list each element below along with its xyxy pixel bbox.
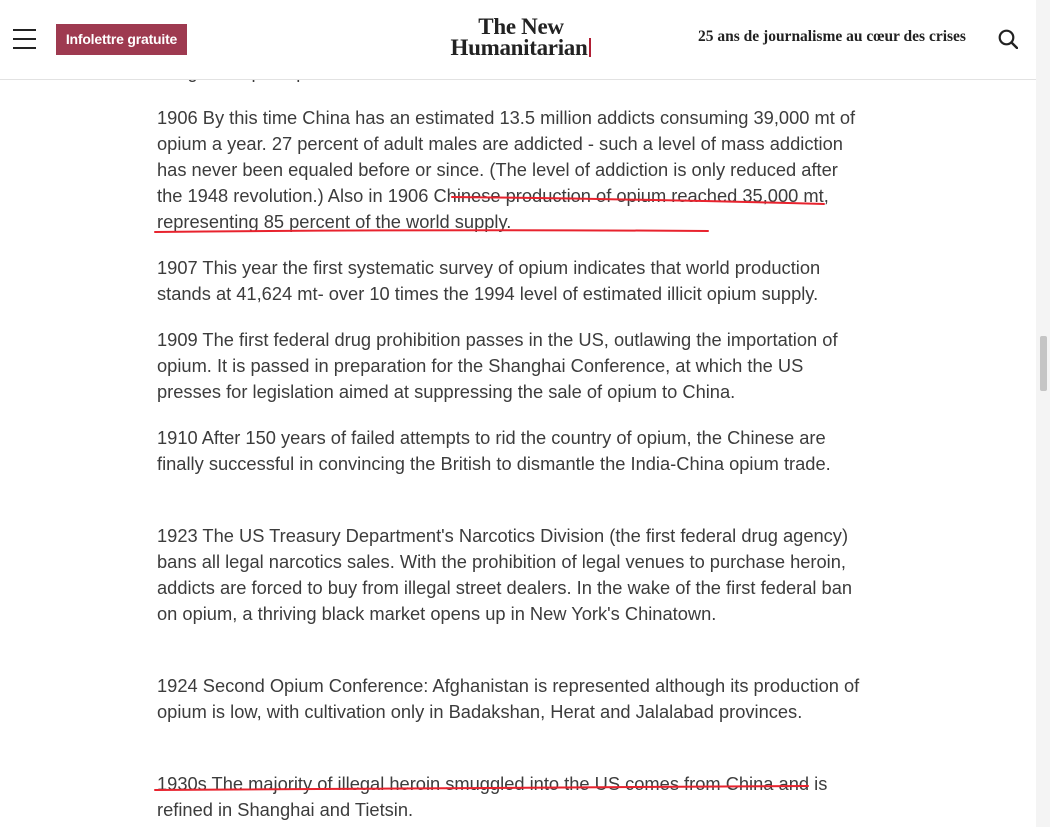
site-header bbox=[0, 0, 1036, 80]
logo-line-1: The New bbox=[478, 14, 564, 39]
site-logo[interactable] bbox=[436, 16, 606, 58]
paragraph-1909: 1909 The first federal drug prohibition passes in the US, outlawing the importation of opium. It is passed in preparation for the Shanghai Conference, at which the US presses for legislation aimed at suppressing the sale of opium to China. bbox=[157, 329, 838, 402]
paragraph-1907: 1907 This year the first systematic survey of opium indicates that world production stands at 41,624 mt- over 10 times the 1994 level of estimated illicit opium supply. bbox=[157, 257, 821, 304]
paragraph-1924: 1924 Second Opium Conference: Afghanistan is represented although its production of opium is low, with cultivation only in Badakshan, Herat and Jalalabad provinces. bbox=[157, 675, 860, 722]
paragraph-1930s bbox=[157, 771, 867, 823]
paragraph-1906 bbox=[157, 105, 867, 235]
scrollbar[interactable] bbox=[1036, 0, 1050, 827]
paragraph-text: and is refined in Shanghai and Tietsin. bbox=[157, 773, 828, 820]
paragraph-1923: 1923 The US Treasury Department's Narcotics Division (the first federal drug agency) bans all legal narcotics sales. With the prohibition of legal venues to purchase heroin, addicts are forced to buy from illegal street dealers. In the wake of the first federal ban on opium, a thriving black market opens up in New York's Chinatown. bbox=[157, 525, 853, 624]
underlined-text: 1930s The majority of illegal heroin smuggled into the US comes from China bbox=[157, 773, 774, 794]
site-tagline: 25 ans de journalisme au cœur des crises bbox=[698, 28, 966, 45]
hamburger-menu-icon[interactable] bbox=[13, 29, 36, 49]
paragraph-1910: 1910 After 150 years of failed attempts to rid the country of opium, the Chinese are finally successful in convincing the British to dismantle the India-China opium trade. bbox=[157, 427, 831, 474]
newsletter-button[interactable]: Infolettre gratuite bbox=[56, 24, 187, 55]
logo-line-2: Humanitarian bbox=[436, 37, 606, 58]
search-icon[interactable] bbox=[998, 29, 1018, 49]
paragraph-text: 1906 By this time China has an estimated 13.5 million addicts consuming 39,000 mt of opium a year. 27 percent of adult males are addicted - such a level of mass addiction has never been equaled before or since. (The level of addiction is only reduced after the 1948 revolution.) bbox=[157, 107, 856, 206]
logo-accent-bar bbox=[589, 38, 591, 57]
underlined-text: Also in 1906 Chinese production of opium reached 35,000 mt, representing 85 percent of the world supply. bbox=[157, 185, 829, 232]
scrollbar-thumb[interactable] bbox=[1040, 336, 1047, 391]
